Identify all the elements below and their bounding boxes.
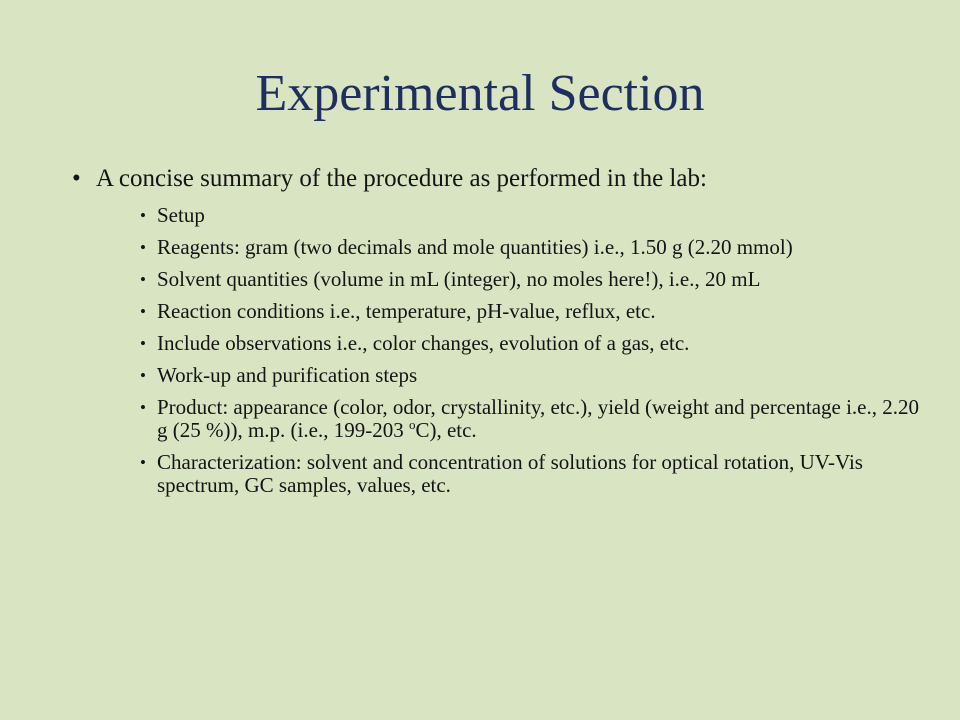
sub-bullet-item xyxy=(112,268,932,291)
main-bullet-item xyxy=(72,162,932,497)
sub-bullet-item xyxy=(112,396,932,442)
sub-point-text: Reagents: gram (two decimals and mole quantities) i.e., 1.50 g (2.20 mmol) xyxy=(157,235,793,259)
sub-point-text: Work-up and purification steps xyxy=(157,363,418,387)
sub-point-text: Setup xyxy=(157,203,205,227)
product-text-end: C), etc. xyxy=(415,418,477,442)
bullet-dot-icon: • xyxy=(72,165,81,192)
bullet-dot-icon: • xyxy=(140,270,146,289)
slide-title: Experimental Section xyxy=(255,65,705,122)
sub-bullet-item xyxy=(112,332,932,355)
bullet-dot-icon: • xyxy=(140,238,146,257)
degree-superscript: o xyxy=(408,417,416,432)
bullet-dot-icon: • xyxy=(140,302,146,321)
bullet-dot-icon: • xyxy=(140,366,146,385)
sub-bullet-item xyxy=(112,364,932,387)
sub-point-text xyxy=(157,395,919,442)
sub-point-text: Include observations i.e., color changes, evolution of a gas, etc. xyxy=(157,331,690,355)
sub-bullet-item xyxy=(112,451,932,497)
bullet-dot-icon: • xyxy=(140,206,146,225)
sub-point-text: Characterization: solvent and concentration of solutions for optical rotation, UV-Vis spectrum, GC samples, values, etc. xyxy=(157,450,863,497)
bullet-dot-icon: • xyxy=(140,334,146,353)
product-text-start: Product: appearance (color, odor, crystallinity, etc.), yield (weight and percentage i.e., 2.20 g (25 %)), m.p. (i.e., 199-203 xyxy=(157,395,919,442)
sub-point-text: Reaction conditions i.e., temperature, pH-value, reflux, etc. xyxy=(157,299,656,323)
sub-bullet-item xyxy=(112,300,932,323)
bullet-dot-icon: • xyxy=(140,398,146,417)
sub-bullet-list xyxy=(96,204,932,497)
sub-point-text: Solvent quantities (volume in mL (integer), no moles here!), i.e., 20 mL xyxy=(157,267,761,291)
sub-bullet-item xyxy=(112,204,932,227)
main-bullet-list xyxy=(72,162,932,506)
bullet-dot-icon: • xyxy=(140,453,146,472)
main-point-text: A concise summary of the procedure as performed in the lab: xyxy=(96,165,707,192)
sub-bullet-item xyxy=(112,236,932,259)
